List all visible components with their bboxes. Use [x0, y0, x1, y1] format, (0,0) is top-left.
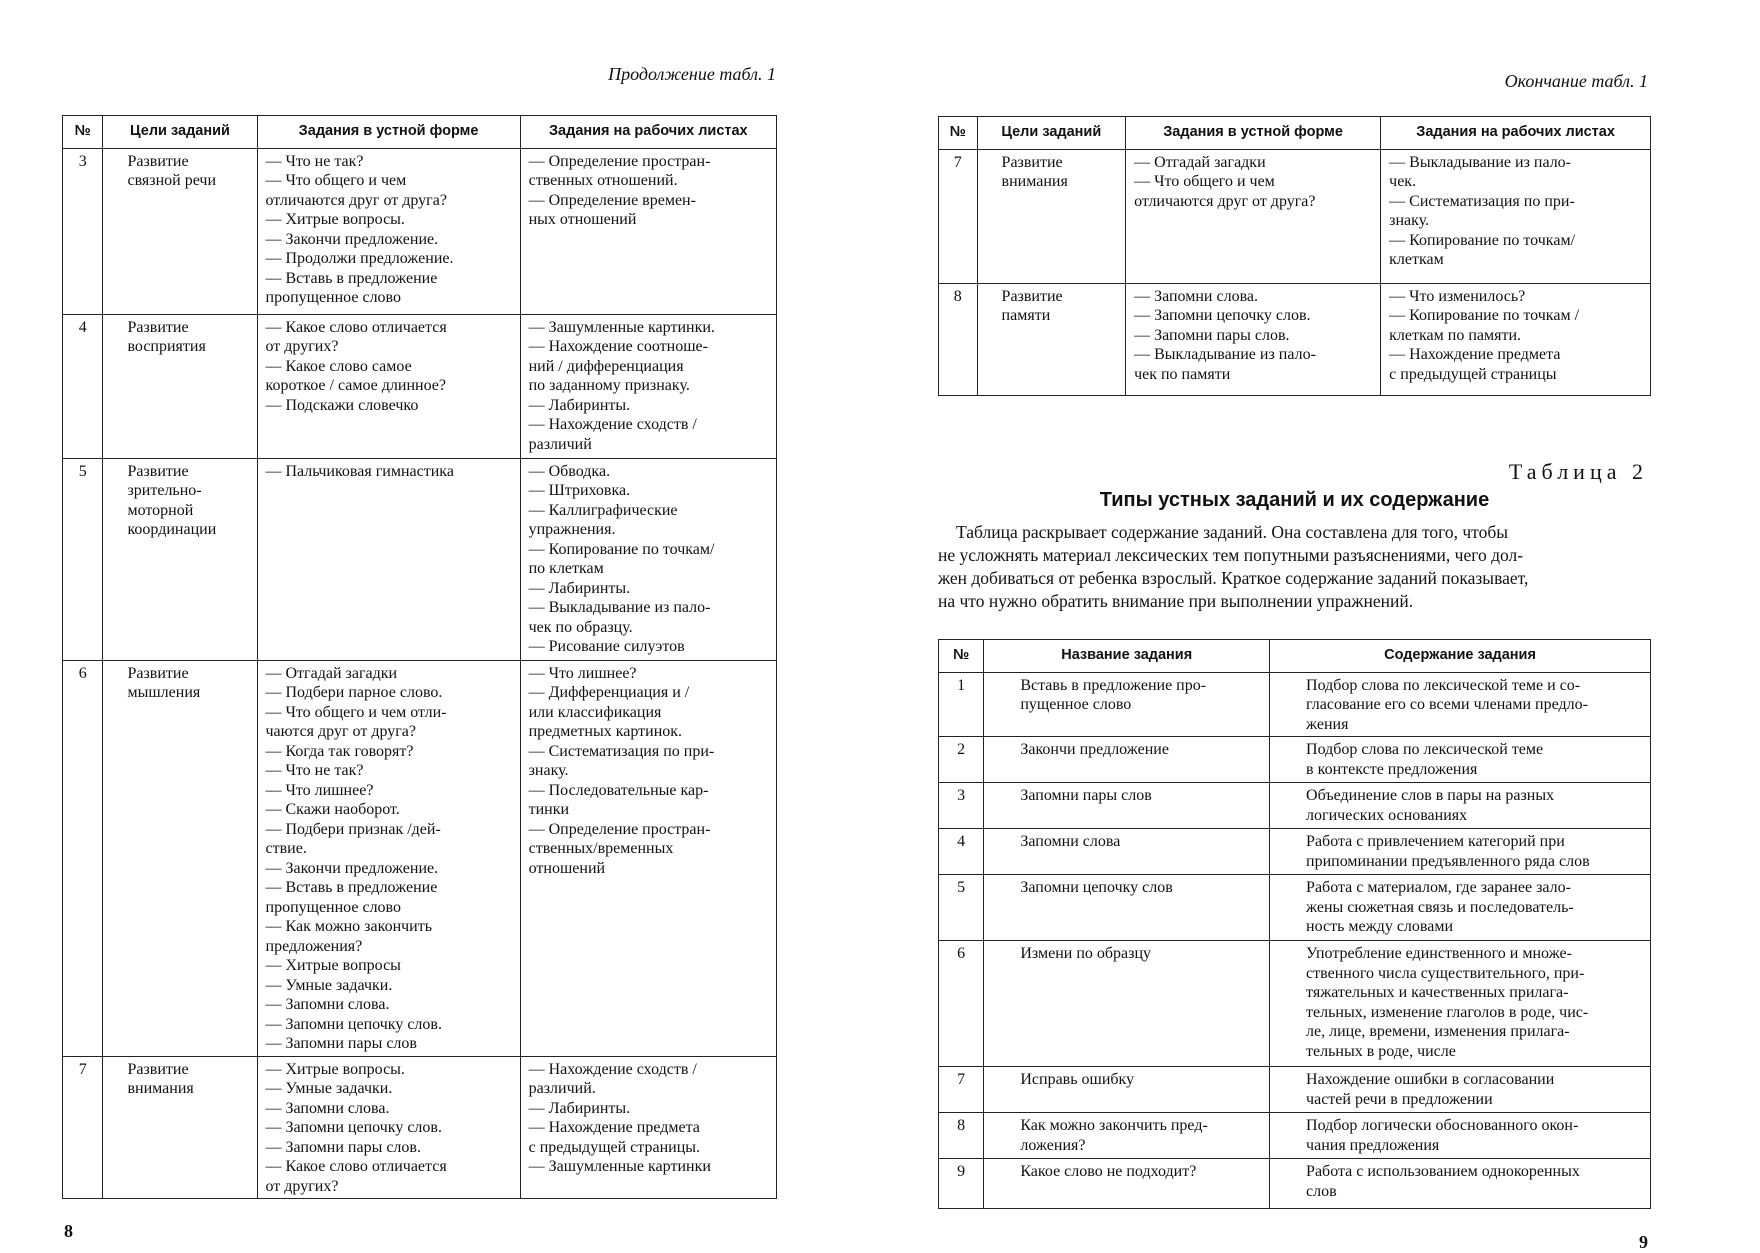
worksheet-tasks-cell-line: — Зашумленные картинки — [528, 1158, 711, 1175]
oral-tasks-cell-line: — Вставь в предложение — [265, 879, 438, 896]
worksheet-tasks-cell-line: — Каллиграфические — [528, 501, 678, 519]
task-content-cell-line: гласование его со всеми членами предло- — [1306, 696, 1588, 713]
intro-line: на что нужно обратить внимание при выполнении упражнений. — [938, 591, 1414, 611]
worksheet-tasks-cell-line: предметных картинок. — [528, 723, 683, 740]
col-header-number: № — [939, 640, 984, 673]
col-header-number: № — [939, 117, 978, 150]
worksheet-tasks-cell-line: ственных/временных — [528, 840, 674, 857]
goal-cell-line: мышления — [127, 684, 201, 701]
worksheet-tasks-cell-line: — Зашумленные картинки. — [528, 318, 715, 336]
goal-cell — [103, 458, 257, 660]
task-name-cell-line: Как можно закончить пред- — [1020, 1117, 1208, 1134]
worksheet-tasks-cell-line: — Определение простран- — [528, 152, 711, 170]
task-content-cell-line: Нахождение ошибки в согласовании — [1306, 1071, 1555, 1088]
task-content-cell — [1270, 737, 1651, 783]
oral-tasks-cell-line: — Что общего и чем — [1134, 173, 1275, 190]
goal-cell-line: Развитие — [127, 462, 189, 480]
intro-line: не усложнять материал лексических тем попутными разъяснениями, чего дол- — [938, 545, 1524, 565]
oral-tasks-cell-line: — Когда так говорят? — [265, 742, 414, 760]
goal-cell-line: координации — [127, 521, 217, 538]
table-row — [939, 783, 1651, 829]
oral-tasks-cell-line: — Отгадай загадки — [1134, 153, 1266, 171]
oral-tasks-cell-line: предложения? — [265, 937, 363, 955]
worksheet-tasks-cell-line: с предыдущей страницы — [1389, 365, 1557, 383]
worksheet-tasks-cell-line: — Лабиринты. — [528, 1099, 631, 1117]
goals-table-end — [938, 116, 1651, 396]
oral-tasks-cell-line: — Запомни цепочку слов. — [265, 1119, 442, 1136]
worksheet-tasks-cell-line: — Систематизация по при- — [1389, 192, 1575, 210]
task-content-cell-line: чания предложения — [1306, 1136, 1440, 1154]
oral-tasks-cell-line: — Запомни цепочку слов. — [1134, 307, 1311, 324]
worksheet-tasks-cell-line: — Определение времен- — [528, 191, 696, 209]
worksheet-tasks-cell-line: — Рисование силуэтов — [528, 638, 685, 655]
row-number: 7 — [63, 1056, 103, 1199]
table-header-row — [939, 640, 1651, 673]
goal-cell-line: Развитие — [127, 1060, 189, 1078]
task-content-cell-line: припоминании предъявленного ряда слов — [1306, 852, 1590, 870]
col-header-task-content: Содержание задания — [1270, 640, 1651, 673]
worksheet-tasks-cell-line: — Систематизация по при- — [528, 742, 715, 760]
task-content-cell — [1270, 941, 1651, 1067]
intro-line: Таблица раскрывает содержание заданий. Она составлена для того, чтобы — [956, 522, 1508, 542]
oral-tasks-cell-line: пропущенное слово — [265, 898, 401, 916]
task-content-cell — [1270, 875, 1651, 941]
worksheet-tasks-cell-line: или классификация — [528, 703, 662, 721]
worksheet-tasks-cell-line: — Лабиринты. — [528, 396, 631, 414]
task-content-cell-line: тельных в роде, числе — [1306, 1042, 1456, 1060]
oral-tasks-cell-line: ствие. — [265, 840, 307, 857]
worksheet-tasks-cell-line: различий — [528, 435, 592, 453]
goal-cell-line: моторной — [127, 501, 194, 519]
worksheet-tasks-cell-line: — Штриховка. — [528, 482, 631, 499]
worksheet-tasks-cell-line: — Дифференциация и / — [528, 684, 690, 701]
table-row — [63, 148, 777, 314]
task-content-cell-line: жены сюжетная связь и последователь- — [1306, 898, 1574, 916]
oral-tasks-cell-line: отличаются друг от друга? — [265, 191, 447, 209]
worksheet-tasks-cell-line: — Нахождение предмета — [1389, 346, 1561, 363]
page-number: 8 — [64, 1221, 73, 1241]
worksheet-tasks-cell-line: знаку. — [528, 762, 569, 779]
task-content-cell — [1270, 672, 1651, 737]
table-row — [63, 458, 777, 660]
task-name-cell — [984, 829, 1270, 875]
worksheet-tasks-cell-line: — Обводка. — [528, 462, 611, 480]
task-content-cell-line: слов — [1306, 1182, 1337, 1200]
table-row — [939, 1113, 1651, 1159]
col-header-goals: Цели заданий — [103, 116, 257, 149]
worksheet-tasks-cell — [1381, 149, 1651, 283]
oral-tasks-cell — [257, 458, 520, 660]
oral-tasks-cell-line: от других? — [265, 1177, 339, 1195]
page-number: 9 — [1639, 1232, 1648, 1252]
oral-tasks-cell — [257, 314, 520, 458]
task-content-cell-line: ность между словами — [1306, 918, 1454, 935]
task-name-cell-line: ложения? — [1020, 1136, 1086, 1154]
worksheet-tasks-cell-line: упражнения. — [528, 521, 616, 538]
worksheet-tasks-cell-line: — Нахождение соотноше- — [528, 338, 708, 355]
worksheet-tasks-cell-line: — Копирование по точкам/ — [528, 540, 715, 558]
goals-table-continued — [62, 115, 777, 1199]
task-content-cell-line: тяжательных и качественных прилага- — [1306, 984, 1569, 1001]
oral-tasks-cell-line: — Что лишнее? — [265, 781, 374, 799]
task-content-cell-line: Подбор логически обоснованного окон- — [1306, 1117, 1579, 1134]
table-label: Таблица 2 — [1508, 459, 1648, 484]
row-number: 4 — [63, 314, 103, 458]
worksheet-tasks-cell-line: — Нахождение сходств / — [528, 1060, 697, 1078]
worksheet-tasks-cell-line: тинки — [528, 801, 570, 818]
oral-tasks-cell-line: — Хитрые вопросы — [265, 957, 401, 974]
task-content-cell-line: тельных, изменение глаголов в роде, чис- — [1306, 1003, 1589, 1021]
row-number: 5 — [63, 458, 103, 660]
oral-tasks-cell — [257, 660, 520, 1056]
task-name-cell — [984, 672, 1270, 737]
oral-tasks-cell-line: — Запомни слова. — [1134, 287, 1259, 305]
task-content-cell-line: Работа с материалом, где заранее зало- — [1306, 879, 1571, 896]
task-name-cell — [984, 1159, 1270, 1209]
worksheet-tasks-cell-line: отношений — [528, 859, 606, 877]
goal-cell — [103, 148, 257, 314]
oral-tasks-cell-line: отличаются друг от друга? — [1134, 192, 1316, 210]
task-content-cell-line: Употребление единственного и множе- — [1306, 945, 1572, 962]
running-head: Окончание табл. 1 — [1504, 71, 1648, 91]
row-number: 4 — [939, 829, 984, 875]
intro-paragraph — [938, 521, 1651, 613]
task-content-cell-line: Объединение слов в пары на разных — [1306, 787, 1555, 804]
worksheet-tasks-cell-line: чек. — [1389, 173, 1417, 190]
col-header-oral: Задания в устной форме — [1126, 117, 1381, 150]
task-content-cell — [1270, 783, 1651, 829]
table-header-row — [939, 117, 1651, 150]
table-row — [939, 149, 1651, 283]
task-name-cell — [984, 783, 1270, 829]
oral-tasks-cell-line: пропущенное слово — [265, 289, 401, 306]
oral-tasks-cell-line: — Подбери признак /дей- — [265, 820, 441, 838]
running-head: Продолжение табл. 1 — [608, 64, 776, 84]
worksheet-tasks-cell-line: — Копирование по точкам / — [1389, 307, 1580, 324]
row-number: 3 — [63, 148, 103, 314]
goal-cell — [103, 1056, 257, 1199]
task-content-cell-line: частей речи в предложении — [1306, 1090, 1493, 1108]
task-content-cell-line: ле, лице, времени, изменения прилага- — [1306, 1023, 1570, 1040]
oral-tasks-cell-line: — Что общего и чем — [265, 172, 407, 189]
table-row — [939, 672, 1651, 737]
task-name-cell-line: Вставь в предложение про- — [1020, 676, 1207, 694]
intro-line: жен добиваться от ребенка взрослый. Краткое содержание заданий показывает, — [938, 568, 1529, 588]
oral-tasks-cell — [1126, 149, 1381, 283]
worksheet-tasks-cell — [1381, 283, 1651, 395]
worksheet-tasks-cell-line: чек по образцу. — [528, 618, 633, 636]
oral-tasks-cell-line: — Запомни пары слов. — [265, 1138, 421, 1156]
worksheet-tasks-cell-line: по заданному признаку. — [528, 377, 690, 394]
worksheet-tasks-cell-line: — Что изменилось? — [1389, 287, 1526, 305]
oral-tasks-cell-line: — Что общего и чем отли- — [265, 703, 447, 721]
goal-cell-line: Развитие — [127, 152, 189, 170]
oral-tasks-cell-line: — Продолжи предложение. — [265, 250, 454, 267]
oral-tasks-cell-line: — Выкладывание из пало- — [1134, 346, 1316, 363]
table-row — [63, 314, 777, 458]
col-header-worksheets: Задания на рабочих листах — [1381, 117, 1651, 150]
oral-tasks-cell — [1126, 283, 1381, 395]
oral-tasks-cell-line: — Хитрые вопросы. — [265, 1060, 405, 1078]
task-name-cell — [984, 1113, 1270, 1159]
task-name-cell-line: Измени по образцу — [1020, 945, 1152, 962]
goal-cell-line: зрительно- — [127, 482, 202, 499]
worksheet-tasks-cell-line: различий. — [528, 1080, 596, 1097]
task-name-cell-line: Запомни слова — [1020, 833, 1121, 850]
goal-cell — [977, 149, 1126, 283]
oral-tasks-cell-line: — Запомни слова. — [265, 1099, 390, 1117]
table-row — [63, 660, 777, 1056]
oral-tasks-cell-line: — Запомни цепочку слов. — [265, 1015, 442, 1033]
task-name-cell-line: пущенное слово — [1020, 696, 1132, 713]
table-row — [939, 283, 1651, 395]
task-content-cell-line: Работа с привлечением категорий при — [1306, 833, 1565, 850]
row-number: 7 — [939, 149, 978, 283]
worksheet-tasks-cell-line: — Что лишнее? — [528, 664, 637, 682]
table-row — [939, 1159, 1651, 1209]
oral-tasks-cell-line: короткое / самое длинное? — [265, 377, 446, 394]
worksheet-tasks-cell-line: — Нахождение сходств / — [528, 416, 697, 433]
goal-cell-line: Развитие — [1001, 287, 1063, 305]
oral-tasks-cell-line: чаются друг от друга? — [265, 723, 417, 740]
table-row — [939, 941, 1651, 1067]
col-header-goals: Цели заданий — [977, 117, 1126, 150]
row-number: 8 — [939, 1113, 984, 1159]
row-number: 7 — [939, 1067, 984, 1113]
oral-tasks-cell-line: от других? — [265, 338, 339, 355]
row-number: 1 — [939, 672, 984, 737]
table-row — [939, 875, 1651, 941]
goal-cell-line: Развитие — [127, 664, 189, 682]
oral-tasks-cell-line: — Что не так? — [265, 762, 364, 779]
task-content-cell-line: ственного числа существительного, при- — [1306, 964, 1585, 982]
goal-cell — [103, 314, 257, 458]
task-content-cell-line: в контексте предложения — [1306, 760, 1478, 778]
oral-tasks-cell-line: — Какое слово самое — [265, 357, 412, 375]
row-number: 2 — [939, 737, 984, 783]
worksheet-tasks-cell-line: — Копирование по точкам/ — [1389, 231, 1576, 249]
goal-cell-line: внимания — [127, 1080, 194, 1097]
task-name-cell — [984, 1067, 1270, 1113]
oral-tasks-cell-line: — Подбери парное слово. — [265, 684, 443, 701]
row-number: 3 — [939, 783, 984, 829]
task-content-cell — [1270, 1113, 1651, 1159]
oral-tasks-cell-line: — Подскажи словечко — [265, 396, 419, 414]
task-name-cell — [984, 941, 1270, 1067]
task-name-cell — [984, 737, 1270, 783]
task-content-cell-line: логических основаниях — [1306, 806, 1468, 824]
oral-tasks-cell-line: — Запомни пары слов — [265, 1035, 417, 1052]
goal-cell-line: восприятия — [127, 338, 206, 355]
task-content-cell-line: Работа с использованием однокоренных — [1306, 1163, 1580, 1180]
oral-tasks-cell — [257, 148, 520, 314]
oral-tasks-cell-line: — Как можно закончить — [265, 918, 433, 935]
oral-tasks-cell-line: чек по памяти — [1134, 365, 1231, 383]
oral-tasks-cell-line: — Запомни слова. — [265, 996, 390, 1013]
table-title: Типы устных заданий и их содержание — [1099, 489, 1490, 511]
worksheet-tasks-cell-line: ственных отношений. — [528, 172, 678, 189]
task-content-cell-line: Подбор слова по лексической теме и со- — [1306, 676, 1581, 694]
worksheet-tasks-cell — [520, 314, 776, 458]
task-name-cell-line: Запомни пары слов — [1020, 787, 1152, 804]
oral-tasks-cell — [257, 1056, 520, 1199]
worksheet-tasks-cell — [520, 148, 776, 314]
table-row — [63, 1056, 777, 1199]
task-content-cell-line: жения — [1306, 715, 1349, 733]
goal-cell — [103, 660, 257, 1056]
task-name-cell-line: Запомни цепочку слов — [1020, 879, 1173, 896]
goal-cell — [977, 283, 1126, 395]
row-number: 9 — [939, 1159, 984, 1209]
worksheet-tasks-cell-line: ных отношений — [528, 211, 637, 228]
col-header-oral: Задания в устной форме — [257, 116, 520, 149]
oral-tasks-cell-line: — Какое слово отличается — [265, 1158, 447, 1175]
task-content-cell — [1270, 829, 1651, 875]
worksheet-tasks-cell-line: с предыдущей страницы. — [528, 1138, 701, 1156]
worksheet-tasks-cell-line: — Выкладывание из пало- — [1389, 153, 1571, 171]
left-page — [0, 0, 880, 1250]
task-content-cell-line: Подбор слова по лексической теме — [1306, 741, 1544, 758]
row-number: 6 — [63, 660, 103, 1056]
goal-cell-line: Развитие — [127, 318, 189, 336]
oral-tasks-cell-line: — Что не так? — [265, 152, 364, 170]
worksheet-tasks-cell-line: — Последовательные кар- — [528, 781, 709, 799]
oral-tasks-cell-line: — Какое слово отличается — [265, 318, 447, 336]
worksheet-tasks-cell — [520, 458, 776, 660]
worksheet-tasks-cell-line: клеткам — [1389, 251, 1444, 268]
oral-tasks-cell-line: — Закончи предложение. — [265, 230, 439, 248]
worksheet-tasks-cell — [520, 660, 776, 1056]
table-row — [939, 737, 1651, 783]
oral-tasks-cell-line: — Запомни пары слов. — [1134, 326, 1290, 344]
worksheet-tasks-cell-line: знаку. — [1389, 212, 1430, 229]
worksheet-tasks-cell-line: по клеткам — [528, 560, 604, 577]
col-header-task-name: Название задания — [984, 640, 1270, 673]
worksheet-tasks-cell — [520, 1056, 776, 1199]
oral-tasks-cell-line: — Отгадай загадки — [265, 664, 398, 682]
oral-tasks-cell-line: — Умные задачки. — [265, 1080, 393, 1097]
row-number: 6 — [939, 941, 984, 1067]
goal-cell-line: связной речи — [127, 172, 217, 189]
right-page — [880, 0, 1760, 1250]
task-types-table — [938, 639, 1651, 1209]
task-name-cell-line: Исправь ошибку — [1020, 1071, 1135, 1088]
worksheet-tasks-cell-line: — Лабиринты. — [528, 579, 631, 597]
oral-tasks-cell-line: — Хитрые вопросы. — [265, 211, 405, 228]
table-row — [939, 1067, 1651, 1113]
worksheet-tasks-cell-line: — Нахождение предмета — [528, 1119, 700, 1136]
goal-cell-line: Развитие — [1001, 153, 1063, 171]
oral-tasks-cell-line: — Скажи наоборот. — [265, 801, 400, 818]
col-header-number: № — [63, 116, 103, 149]
task-name-cell-line: Какое слово не подходит? — [1020, 1163, 1197, 1180]
worksheet-tasks-cell-line: — Выкладывание из пало- — [528, 599, 711, 616]
row-number: 8 — [939, 283, 978, 395]
worksheet-tasks-cell-line: — Определение простран- — [528, 820, 711, 838]
task-name-cell — [984, 875, 1270, 941]
task-content-cell — [1270, 1159, 1651, 1209]
task-name-cell-line: Закончи предложение — [1020, 741, 1169, 758]
oral-tasks-cell-line: — Умные задачки. — [265, 976, 393, 994]
table-row — [939, 829, 1651, 875]
col-header-worksheets: Задания на рабочих листах — [520, 116, 776, 149]
row-number: 5 — [939, 875, 984, 941]
goal-cell-line: внимания — [1001, 173, 1068, 190]
oral-tasks-cell-line: — Вставь в предложение — [265, 269, 438, 287]
worksheet-tasks-cell-line: клеткам по памяти. — [1389, 326, 1522, 344]
oral-tasks-cell-line: — Закончи предложение. — [265, 859, 439, 877]
goal-cell-line: памяти — [1001, 307, 1051, 324]
oral-tasks-cell-line: — Пальчиковая гимнастика — [265, 462, 454, 480]
worksheet-tasks-cell-line: ний / дифференциация — [528, 357, 684, 375]
table-header-row — [63, 116, 777, 149]
task-content-cell — [1270, 1067, 1651, 1113]
